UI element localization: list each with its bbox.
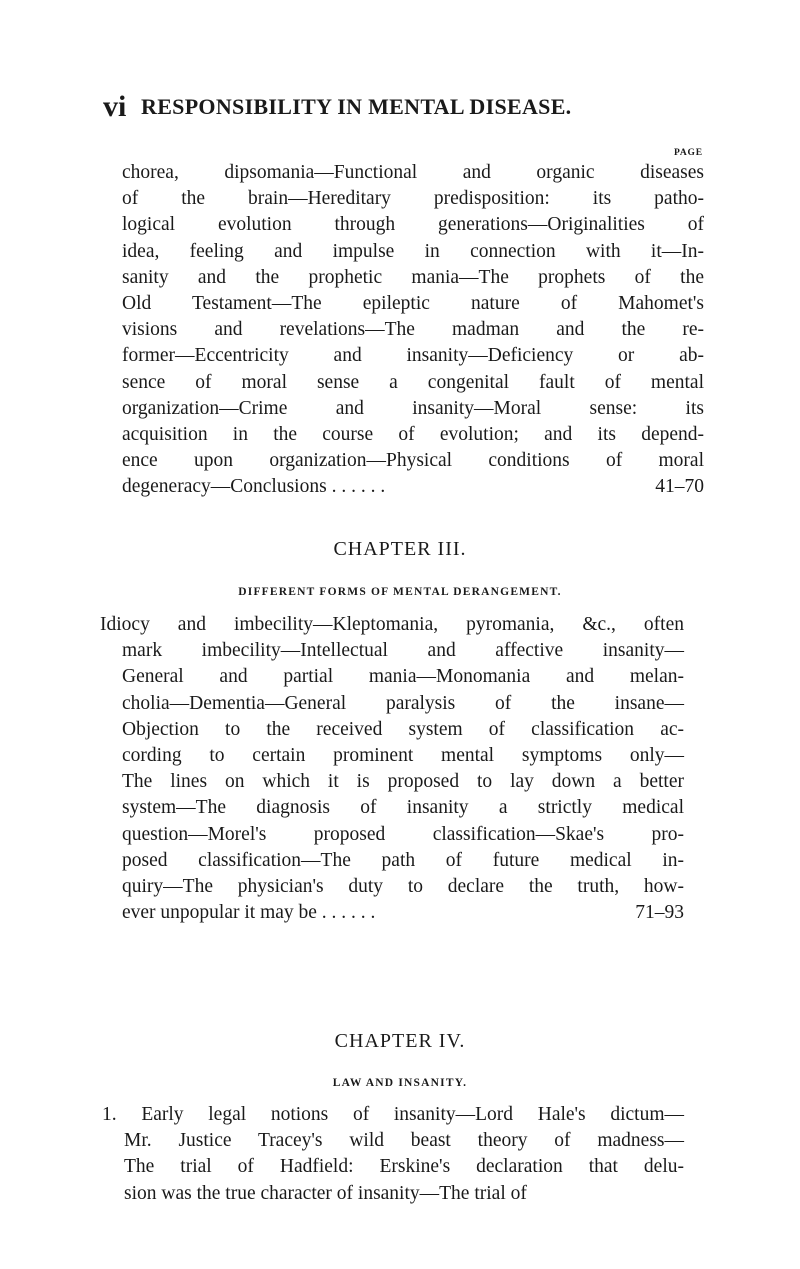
contents-line: The trial of Hadfield: Erskine's declaration that delu-: [124, 1156, 684, 1178]
running-head: RESPONSIBILITY IN MENTAL DISEASE.: [141, 94, 572, 119]
page-range: 41–70: [655, 476, 704, 498]
contents-line: idea, feeling and impulse in connection with it—In-: [122, 240, 704, 262]
chapter-3-subheading: DIFFERENT FORMS OF MENTAL DERANGEMENT.: [238, 586, 562, 598]
contents-line: quiry—The physician's duty to declare the truth, how-: [122, 876, 684, 898]
contents-line: Mr. Justice Tracey's wild beast theory of madness—: [124, 1130, 684, 1152]
contents-line: system—The diagnosis of insanity a strictly medical: [122, 797, 684, 819]
page-header: [103, 92, 683, 126]
contents-line: ence upon organization—Physical conditions of moral: [122, 450, 704, 472]
chapter-4-contents: [102, 1102, 684, 1207]
contents-line: The lines on which it is proposed to lay down a better: [122, 771, 684, 793]
contents-line: Old Testament—The epileptic nature of Mahomet's: [122, 293, 704, 315]
page-range: 71–93: [635, 902, 684, 924]
contents-line: organization—Crime and insanity—Moral sense: its: [122, 397, 704, 419]
chapter-4-subheading: LAW AND INSANITY.: [332, 1077, 468, 1089]
contents-line: General and partial mania—Monomania and melan-: [122, 666, 684, 688]
contents-line: cording to certain prominent mental symptoms only—: [122, 745, 684, 767]
contents-line: posed classification—The path of future medical in-: [122, 849, 684, 871]
contents-line: acquisition in the course of evolution; and its depend-: [122, 424, 704, 446]
contents-line: former—Eccentricity and insanity—Deficiency or ab-: [122, 345, 704, 367]
contents-line: of the brain—Hereditary predisposition: its patho-: [122, 188, 704, 210]
page-number: vi: [103, 90, 127, 123]
contents-line: Objection to the received system of classification ac-: [122, 718, 684, 740]
contents-line: sence of moral sense a congenital fault of mental: [122, 371, 704, 393]
chapter-4-heading: CHAPTER IV.: [334, 1030, 466, 1052]
contents-line: chorea, dipsomania—Functional and organic diseases: [122, 162, 704, 183]
contents-last-line: [122, 900, 684, 926]
page-column-label: PAGE: [674, 148, 703, 158]
contents-line: visions and revelations—The madman and the re-: [122, 319, 704, 341]
contents-line: sanity and the prophetic mania—The prophets of the: [122, 266, 704, 288]
contents-line-text: ever unpopular it may be . . . . . .: [122, 902, 376, 924]
chapter-3-contents: [100, 612, 684, 926]
contents-line: mark imbecility—Intellectual and affective insanity—: [122, 640, 684, 662]
contents-line: cholia—Dementia—General paralysis of the insane—: [122, 692, 684, 714]
contents-line: question—Morel's proposed classification—Skae's pro-: [122, 823, 684, 845]
contents-line: logical evolution through generations—Originalities of: [122, 214, 704, 236]
contents-line: 1. Early legal notions of insanity—Lord Hale's dictum—: [102, 1104, 684, 1125]
chapter-3-heading: CHAPTER III.: [333, 538, 467, 560]
chapter-2-contents-continuation: [122, 160, 704, 501]
contents-line-text: degeneracy—Conclusions . . . . . .: [122, 476, 386, 498]
contents-last-line: [122, 474, 704, 500]
contents-line: Idiocy and imbecility—Kleptomania, pyromania, &c., often: [100, 614, 684, 635]
contents-line: sion was the true character of insanity—The trial of: [124, 1182, 527, 1204]
